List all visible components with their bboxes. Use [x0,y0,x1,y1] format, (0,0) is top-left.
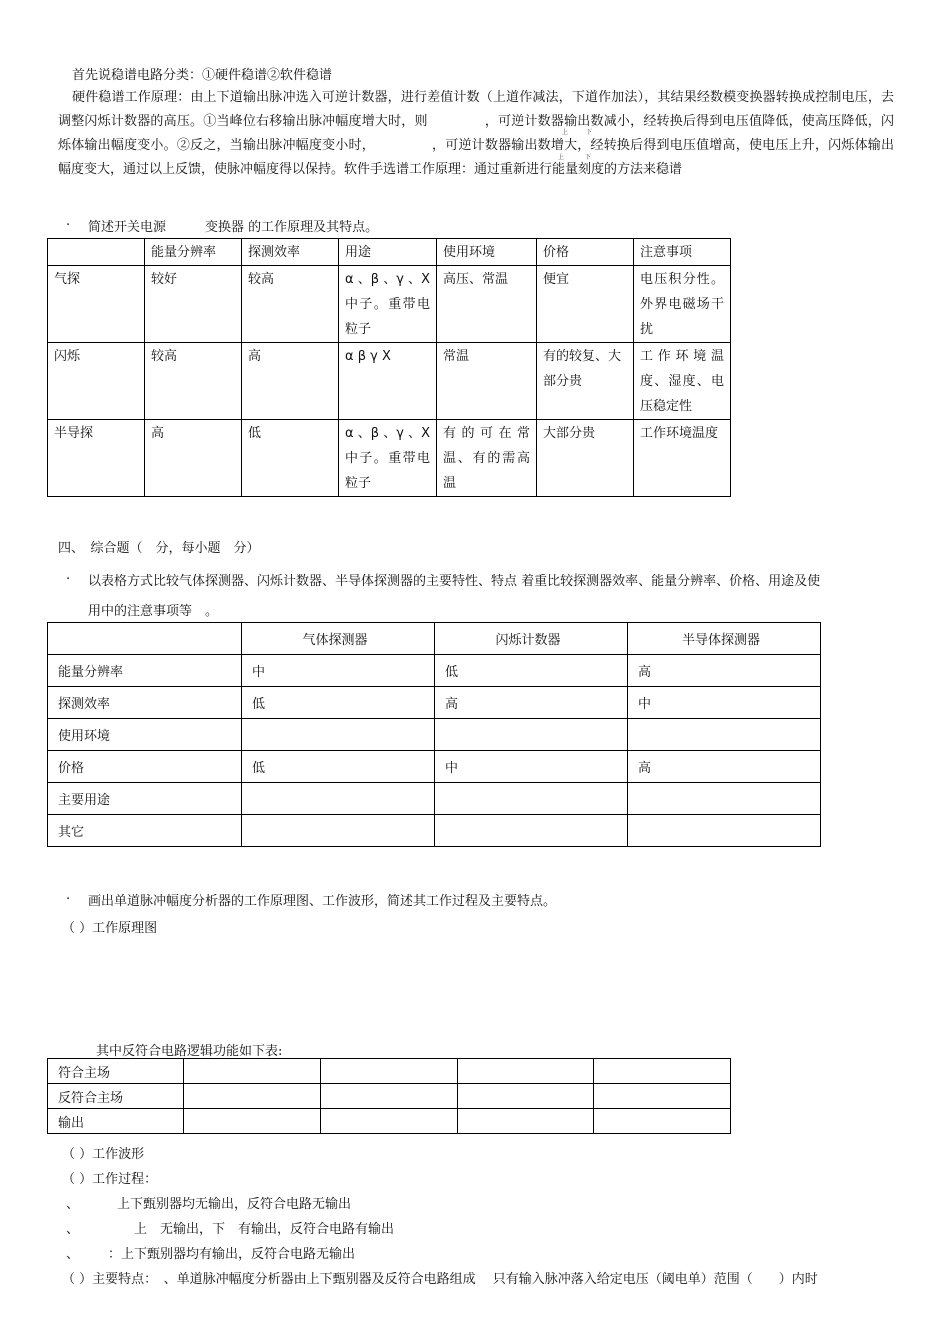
table-row [48,1109,731,1134]
table-cell: 中 [242,655,435,687]
table-cell: α β γ X [339,343,437,420]
table-cell [594,1084,731,1109]
table-cell [435,815,628,847]
table-cell [594,1059,731,1084]
table-cell: 价格 [48,751,242,783]
table-cell: 半导探 [48,420,145,497]
table-cell [628,719,821,751]
table-cell: 较高 [242,266,339,343]
header-cell [48,623,242,655]
table-cell: 高 [628,751,821,783]
header-cell: 用途 [339,239,437,266]
table-cell: 工作环境温度、湿度、电压稳定性 [634,343,731,420]
header-cell [48,239,145,266]
header-cell: 注意事项 [634,239,731,266]
table-cell [435,783,628,815]
table-row [48,1059,731,1084]
stabilizer-paragraph: 硬件稳谱工作原理：由上下道输出脉冲选入可逆计数器，进行差值计数（上道作减法，下道作加法），其结果经数模变换器转换成控制电压，去调整闪烁计数器的高压。①当峰位右移输出脉冲幅度增大时，则 ，可逆计数器输出数减小，经转换后得到电压值降低，使高压降低，闪烁体输出幅度变小。②反之，当输出脉冲幅度变小时， ，可逆计数器输出数增大，经转换后得到电压值增高，使电压上升，闪烁体输出幅度变大，通过以上反馈，使脉冲幅度得以保持。软件手选谱工作原理：通过重新进行能量刻度的方法来稳谱 [58,90,894,177]
subscript-down: 下 [585,154,592,161]
detector-comparison-table [47,622,821,847]
table-cell: 主要用途 [48,783,242,815]
table-cell [242,783,435,815]
table-cell: 较好 [145,266,242,343]
subscript-down: 下 [586,129,593,136]
table-cell: 常温 [437,343,537,420]
table-cell: 便宜 [537,266,634,343]
features-line: （ ）主要特点： 、单道脉冲幅度分析器由上下甄别器及反符合电路组成 只有输入脉冲落入给定电压（阈电单）范围（ ）内时 [62,1272,818,1287]
table-cell [594,1109,731,1134]
anticoincidence-logic-table [47,1058,731,1134]
table-cell: α 、β 、γ 、X 中子。重带电粒子 [339,420,437,497]
table-cell: 其它 [48,815,242,847]
table-row [48,655,821,687]
subscript-up: 上 [562,129,569,136]
table-cell: 高 [435,687,628,719]
header-cell: 半导体探测器 [628,623,821,655]
table-cell [628,815,821,847]
table-cell: 高 [628,655,821,687]
table-row [48,751,821,783]
table-row [48,343,731,420]
table-cell [458,1109,594,1134]
part-label: （ ）工作波形 [62,1147,145,1162]
table-row [48,266,731,343]
question-switch-power: 简述开关电源 变换器 的工作原理及其特点。 [88,220,379,235]
table-header-row [48,623,821,655]
table-row [48,815,821,847]
table-cell: 符合主场 [48,1059,184,1084]
part-label: （ ）工作过程： [62,1172,158,1187]
table-cell: 有的较复、大部分贵 [537,343,634,420]
table-cell: 气探 [48,266,145,343]
table-cell: 中 [435,751,628,783]
question-compare-line2: 用中的注意事项等 。 [88,604,219,619]
header-cell: 气体探测器 [242,623,435,655]
section-title: 四、 综合题（ 分，每小题 分） [58,541,260,556]
step-marker: 、 [66,1222,80,1237]
question-number: . [66,568,71,583]
table-row [48,1084,731,1109]
table-cell [184,1084,321,1109]
table-cell [321,1109,458,1134]
table-cell [321,1084,458,1109]
table-cell: α 、β 、γ 、X 中子。重带电粒子 [339,266,437,343]
step-text: 上 无输出，下 有输出，反符合电路有输出 [134,1222,395,1237]
table-cell [242,815,435,847]
table-row [48,420,731,497]
table-header-row [48,239,731,266]
table-cell: 工作环境温度 [634,420,731,497]
header-cell: 闪烁计数器 [435,623,628,655]
table-cell [435,719,628,751]
table-cell: 高 [242,343,339,420]
detector-summary-table [47,238,731,497]
step-marker: 、 [66,1247,80,1262]
table-cell [628,783,821,815]
question-number: . [66,214,71,229]
question-number: . [66,888,71,903]
table-cell: 闪烁 [48,343,145,420]
question-compare-line1: 以表格方式比较气体探测器、闪烁计数器、半导体探测器的主要特性、特点 着重比较探测器效率、能量分辨率、价格、用途及使 [88,574,821,589]
table-cell [184,1109,321,1134]
table-cell: 低 [435,655,628,687]
header-cell: 能量分辨率 [145,239,242,266]
table-cell: 低 [242,420,339,497]
table-row [48,719,821,751]
table-cell [184,1059,321,1084]
table-cell: 反符合主场 [48,1084,184,1109]
part-label: （ ）工作原理图 [62,921,158,936]
table-row [48,783,821,815]
step-text: ：上下甄别器均有输出，反符合电路无输出 [108,1247,356,1262]
table-cell: 高压、常温 [437,266,537,343]
table-cell [458,1059,594,1084]
table-cell: 大部分贵 [537,420,634,497]
step-text: 上下甄别器均无输出，反符合电路无输出 [117,1197,352,1212]
table-cell: 高 [145,420,242,497]
table-cell: 电压积分性。外界电磁场干扰 [634,266,731,343]
table-cell: 较高 [145,343,242,420]
table-cell: 输出 [48,1109,184,1134]
table-cell [321,1059,458,1084]
table-cell [242,719,435,751]
question-analyzer: 画出单道脉冲幅度分析器的工作原理图、工作波形，简述其工作过程及主要特点。 [88,894,557,909]
header-cell: 使用环境 [437,239,537,266]
table-cell: 有的可在常温、有的需高温 [437,420,537,497]
table-cell: 能量分辨率 [48,655,242,687]
table-cell: 低 [242,687,435,719]
logic-table-caption: 其中反符合电路逻辑功能如下表: [96,1044,283,1059]
intro-line: 首先说稳谱电路分类：①硬件稳谱②软件稳谱 [72,68,333,83]
step-marker: 、 [66,1197,80,1212]
table-cell [458,1084,594,1109]
table-cell: 低 [242,751,435,783]
subscript-up: 上 [558,154,565,161]
header-cell: 价格 [537,239,634,266]
table-row [48,687,821,719]
table-cell: 中 [628,687,821,719]
table-cell: 使用环境 [48,719,242,751]
header-cell: 探测效率 [242,239,339,266]
table-cell: 探测效率 [48,687,242,719]
